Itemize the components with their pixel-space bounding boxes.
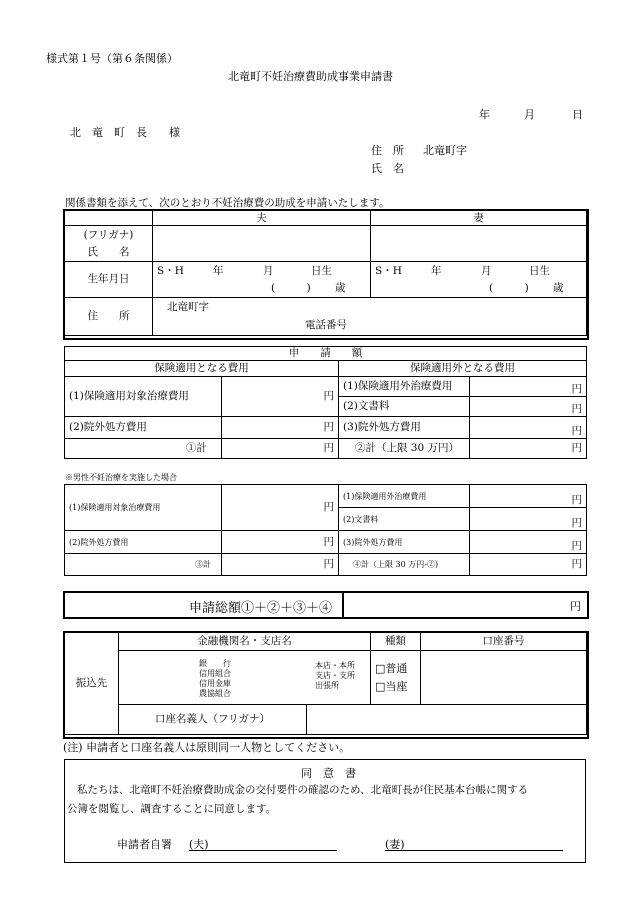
consent-box bbox=[64, 759, 586, 863]
consent-text-line1: 私たちは、北竜町不妊治療費助成金の交付要件の確認のため、北竜町長が住民基本台帳に関する bbox=[77, 784, 529, 796]
branch-type-main: 本店・本所 bbox=[315, 661, 355, 670]
total4-amount[interactable]: 円 bbox=[470, 554, 587, 576]
wife-signature-label: (妻) bbox=[385, 838, 405, 851]
institution-field[interactable] bbox=[119, 651, 371, 705]
holder-label: 口座名義人（フリガナ） bbox=[119, 705, 307, 735]
wife-dob-field[interactable] bbox=[371, 262, 587, 298]
bank-table bbox=[64, 632, 587, 735]
dob-label: 生年月日 bbox=[65, 262, 153, 298]
insured-treatment-label: (1)保険適用対象治療費用 bbox=[65, 377, 222, 417]
insured-prescription-label: (2)院外処方費用 bbox=[65, 417, 222, 439]
consent-text-line2: 公簿を閲覧し、調査することに同意します。 bbox=[67, 803, 277, 815]
husband-dob-field[interactable] bbox=[153, 262, 371, 298]
total3-amount[interactable]: 円 bbox=[222, 554, 339, 576]
uninsured-prescription-amount[interactable]: 円 bbox=[470, 417, 587, 439]
account-type-ordinary[interactable]: □普通 bbox=[375, 661, 408, 675]
wife-age-paren: ( ) bbox=[489, 282, 529, 294]
applicant-address-value[interactable]: 北竜町字 bbox=[423, 144, 467, 157]
husband-header: 夫 bbox=[153, 211, 371, 226]
institution-types bbox=[199, 659, 231, 699]
grand-total-label: 申請総額①＋②＋③＋④ bbox=[189, 601, 333, 616]
male-uninsured-treatment-label: (1)保険適用外治療費用 bbox=[339, 485, 470, 508]
address-label: 住 所 bbox=[65, 298, 153, 336]
male-uninsured-prescription-label: (3)院外処方費用 bbox=[339, 531, 470, 554]
signature-label: 申請者自署 bbox=[117, 838, 172, 851]
date-year-label: 年 bbox=[479, 108, 490, 121]
uninsured-treatment-amount[interactable]: 円 bbox=[470, 377, 587, 397]
furigana-label: (フリガナ) bbox=[83, 228, 134, 241]
total3-label: ③計 bbox=[65, 554, 222, 576]
insured-treatment-amount[interactable]: 円 bbox=[222, 377, 339, 417]
husband-day-unit: 日生 bbox=[311, 265, 332, 277]
wife-day-unit: 日生 bbox=[529, 265, 550, 277]
husband-signature-field[interactable] bbox=[189, 836, 337, 852]
insured-prescription-amount[interactable]: 円 bbox=[222, 417, 339, 439]
intro-text: 関係書類を添えて、次のとおり不妊治療費の助成を申請いたします。 bbox=[65, 197, 390, 209]
bank-type-credit-union: 信用組合 bbox=[199, 669, 231, 678]
husband-age-unit: 歳 bbox=[335, 282, 346, 294]
male-uninsured-treatment-amount[interactable]: 円 bbox=[470, 485, 587, 508]
applicant-table bbox=[64, 210, 587, 336]
male-document-fee-amount[interactable]: 円 bbox=[470, 508, 587, 531]
grand-total-box bbox=[63, 591, 589, 619]
branch-types bbox=[315, 661, 355, 691]
transfer-label: 振込先 bbox=[65, 633, 119, 735]
total1-label: ①計 bbox=[65, 439, 222, 459]
date-day-label: 日 bbox=[572, 108, 583, 121]
husband-signature-label: (夫) bbox=[189, 838, 209, 851]
branch-type-office: 出張所 bbox=[315, 681, 339, 690]
wife-month-unit: 月 bbox=[481, 265, 492, 277]
name-label-cell bbox=[65, 226, 153, 262]
male-insured-prescription-amount[interactable]: 円 bbox=[222, 531, 339, 554]
wife-era: S・H bbox=[375, 265, 402, 277]
husband-signature-line bbox=[189, 850, 337, 851]
wife-name-field[interactable] bbox=[371, 226, 587, 262]
account-number-field[interactable] bbox=[421, 651, 587, 705]
consent-title: 同 意 書 bbox=[301, 767, 356, 780]
institution-heading: 金融機関名・支店名 bbox=[119, 633, 371, 651]
uninsured-prescription-label: (3)院外処方費用 bbox=[339, 417, 470, 439]
name-label: 氏 名 bbox=[87, 245, 130, 258]
address-town: 北竜町字 bbox=[167, 301, 209, 313]
note-text: (注) 申請者と口座名義人は原則同一人物としてください。 bbox=[63, 741, 351, 754]
document-fee-amount[interactable]: 円 bbox=[470, 397, 587, 417]
bank-type-credit-bank: 信用金庫 bbox=[199, 679, 231, 688]
branch-type-branch: 支店・支所 bbox=[315, 671, 355, 680]
insured-heading: 保険適用となる費用 bbox=[65, 361, 339, 377]
account-type-current[interactable]: □当座 bbox=[375, 679, 408, 693]
total4-label: ④計（上限 30 万円-②) bbox=[339, 554, 470, 576]
amount-heading: 申 請 額 bbox=[65, 347, 587, 361]
page-title: 北竜町不妊治療費助成事業申請書 bbox=[228, 70, 393, 83]
total2-amount[interactable]: 円 bbox=[470, 439, 587, 459]
uninsured-heading: 保険適用外となる費用 bbox=[339, 361, 587, 377]
male-insured-prescription-label: (2)院外処方費用 bbox=[65, 531, 222, 554]
grand-total-amount[interactable]: 円 bbox=[570, 600, 581, 613]
husband-year-unit: 年 bbox=[213, 265, 224, 277]
uninsured-treatment-label: (1)保険適用外治療費用 bbox=[339, 377, 470, 397]
husband-name-field[interactable] bbox=[153, 226, 371, 262]
total2-label: ②計（上限 30 万円） bbox=[339, 439, 470, 459]
male-note: ※男性不妊治療を実施した場合 bbox=[65, 473, 177, 482]
document-fee-label: (2)文書料 bbox=[339, 397, 470, 417]
male-document-fee-label: (2)文書料 bbox=[339, 508, 470, 531]
husband-era: S・H bbox=[157, 265, 184, 277]
account-number-heading: 口座番号 bbox=[421, 633, 587, 651]
wife-age-unit: 歳 bbox=[553, 282, 564, 294]
address-field[interactable] bbox=[153, 298, 587, 336]
wife-signature-line bbox=[385, 850, 563, 851]
male-insured-treatment-label: (1)保険適用対象治療費用 bbox=[65, 485, 222, 531]
amount-table bbox=[64, 346, 587, 459]
phone-label: 電話番号 bbox=[305, 319, 347, 331]
wife-year-unit: 年 bbox=[431, 265, 442, 277]
male-insured-treatment-amount[interactable]: 円 bbox=[222, 485, 339, 531]
male-uninsured-prescription-amount[interactable]: 円 bbox=[470, 531, 587, 554]
male-table bbox=[64, 484, 587, 576]
applicant-address-label: 住 所 bbox=[371, 144, 404, 157]
wife-header: 妻 bbox=[371, 211, 587, 226]
holder-field[interactable] bbox=[307, 705, 587, 735]
husband-month-unit: 月 bbox=[263, 265, 274, 277]
bank-type-agri-coop: 農協組合 bbox=[199, 689, 231, 698]
grand-total-divider bbox=[342, 593, 344, 617]
date-month-label: 月 bbox=[524, 108, 535, 121]
account-type-field bbox=[371, 651, 421, 705]
applicant-name-label: 氏 名 bbox=[371, 162, 404, 175]
addressee: 北 竜 町 長 様 bbox=[70, 126, 180, 139]
bank-type-bank: 銀 行 bbox=[199, 659, 231, 668]
total1-amount[interactable]: 円 bbox=[222, 439, 339, 459]
husband-age-paren: ( ) bbox=[271, 282, 311, 294]
corner-cell bbox=[65, 211, 153, 226]
form-number: 様式第１号（第６条関係） bbox=[46, 52, 178, 65]
wife-signature-field[interactable] bbox=[385, 836, 563, 852]
type-heading: 種類 bbox=[371, 633, 421, 651]
